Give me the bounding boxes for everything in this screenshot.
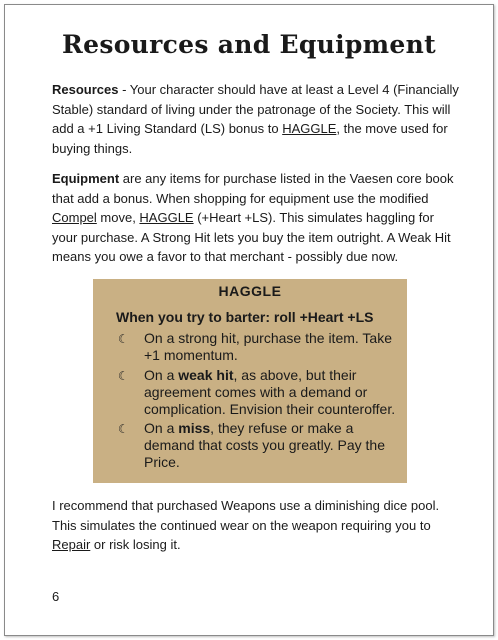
compel-link[interactable]: Compel (52, 210, 97, 225)
weak-hit-text: On a weak hit, as above, but their agreement comes with a demand or complication. Envision their counteroffer. (144, 367, 396, 417)
moon-bullet-icon: ☾ (118, 332, 129, 346)
equipment-text-3: (+Heart +LS). This simulates haggling for your purchase. A Strong Hit lets you buy the item outright. A Weak Hit means you owe a favor to that merchant - possibly due now. (52, 210, 451, 264)
resources-lead: Resources (52, 82, 119, 97)
miss-term: miss (178, 420, 211, 436)
miss-outcome (118, 420, 398, 471)
strong-hit-text: On a strong hit, purchase the item. Take +1 momentum. (144, 330, 392, 363)
equipment-text: are any items for purchase listed in the Vaesen core book that add a bonus. When shopping for equipment use the modified (52, 171, 454, 206)
moon-bullet-icon: ☾ (118, 422, 129, 436)
moon-bullet-icon: ☾ (118, 369, 129, 383)
move-trigger: When you try to barter: roll +Heart +LS (116, 309, 374, 325)
page-number: 6 (52, 589, 60, 604)
resources-paragraph (52, 80, 460, 158)
weapons-paragraph (52, 496, 460, 555)
miss-text: On a miss, they refuse or make a demand that costs you greatly. Pay the Price. (144, 420, 385, 470)
resources-text: - Your character should have at least a Level 4 (Financially Stable) standard of living under the patronage of the Society. This will add a +1 Living Standard (LS) bonus to (52, 82, 459, 136)
equipment-paragraph (52, 169, 460, 267)
weak-hit-term: weak hit (178, 367, 234, 383)
equipment-lead: Equipment (52, 171, 120, 186)
haggle-link[interactable]: HAGGLE (282, 121, 337, 136)
equipment-text-2: move, (96, 210, 140, 225)
move-name: HAGGLE (218, 283, 282, 299)
repair-link[interactable]: Repair (52, 537, 91, 552)
weak-hit-outcome (118, 367, 398, 418)
page-title: Resources and Equipment (62, 30, 436, 59)
resources-text-end: , the move used for buying things. (52, 121, 448, 156)
strong-hit-outcome (118, 330, 398, 364)
haggle-move-link[interactable]: HAGGLE (139, 210, 194, 225)
weapons-text-end: or risk losing it. (90, 537, 181, 552)
haggle-move-box (93, 279, 407, 483)
weapons-text: I recommend that purchased Weapons use a diminishing dice pool. This simulates the continued wear on the weapon requiring you to (52, 498, 440, 533)
